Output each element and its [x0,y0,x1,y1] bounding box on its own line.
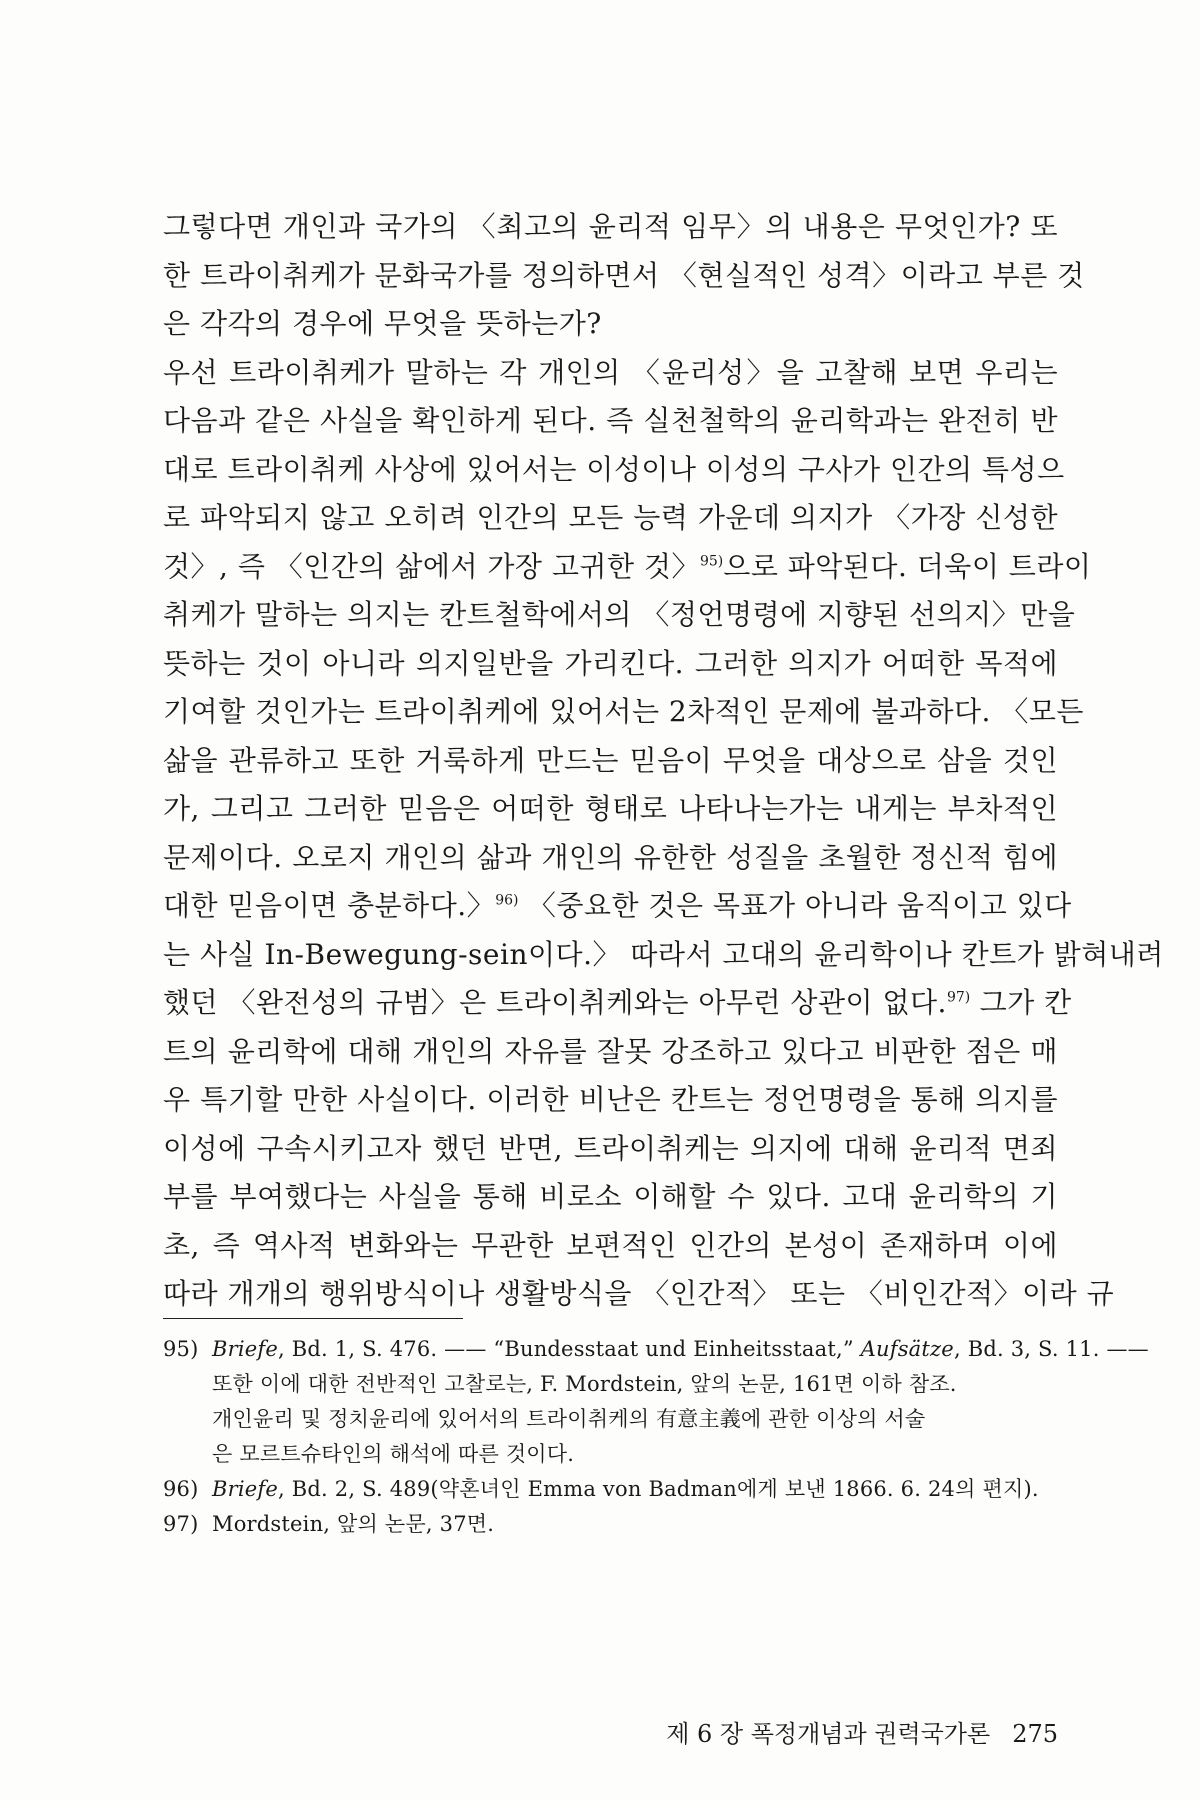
text-line: 우선 트라이취케가 말하는 각 개인의 〈윤리성〉을 고찰해 보면 우리는 [163,355,1058,389]
citation-text: , Bd. 2, S. 489(약혼녀인 Emma von Badman에게 보낸 1866. 6. 24의 편지). [278,1477,1039,1501]
text-line: 삶을 관류하고 또한 거룩하게 만드는 믿음이 무엇을 대상으로 삼을 것인 [163,743,1058,777]
text-line: 초, 즉 역사적 변화와는 무관한 보편적인 인간의 본성이 존재하며 이에 [163,1228,1058,1262]
text-line: 기여할 것인가는 트라이취케에 있어서는 2차적인 문제에 불과하다. 〈모든 [163,695,1084,728]
footnote-marker-96: 96) [495,892,519,909]
text-line: 뜻하는 것이 아니라 의지일반을 가리킨다. 그러한 의지가 어떠한 목적에 [163,646,1058,680]
text-line-segment: 했던 〈완전성의 규범〉은 트라이취케와는 아무런 상관이 없다. [163,986,947,1019]
footnote-marker-97: 97) [946,989,971,1006]
citation-text: , Bd. 1, S. 476. —— “Bundesstaat und Einheitsstaat,” [278,1337,861,1361]
footnotes [163,1332,1149,1542]
text-line [163,979,1072,1028]
text-line: 우 특기할 만한 사실이다. 이러한 비난은 칸트는 정언명령을 통해 의지를 [163,1083,1058,1116]
text-line: 이성에 구속시키고자 했던 반면, 트라이취케는 의지에 대해 윤리적 면죄 [163,1131,1058,1165]
paragraph-2 [163,349,1164,1319]
text-line: 다음과 같은 사실을 확인하게 된다. 즉 실천철학의 윤리학과는 완전히 반 [163,404,1058,437]
paragraph-1 [163,203,1085,349]
footnote-line [163,1332,1149,1367]
footnote-number: 95) [163,1337,199,1361]
text-line-segment: 것〉, 즉 〈인간의 삶에서 가장 고귀한 것〉 [163,549,700,583]
footnote-divider [163,1318,463,1319]
footnote-marker-95: 95) [699,553,724,570]
footnote-line [163,1507,1058,1542]
text-line: 대로 트라이취케 사상에 있어서는 이성이나 이성의 구사가 인간의 특성으 [163,452,1065,486]
citation-text: , Bd. 3, S. 11. —— [953,1337,1149,1361]
footnote-line: 개인윤리 및 정치윤리에 있어서의 트라이취케의 有意主義에 관한 이상의 서술 [212,1407,926,1431]
text-line-segment: 〈중요한 것은 목표가 아니라 움직이고 있다 [518,889,1072,922]
footnote-line: 또한 이에 대한 전반적인 고찰로는, F. Mordstein, 앞의 논문, 161면 이하 참조. [212,1372,957,1396]
footnote-line [163,1472,1058,1507]
citation-title: Briefe [212,1337,279,1361]
footnote-95 [163,1332,1149,1472]
footnote-line: 은 모르트슈타인의 해석에 따른 것이다. [212,1442,575,1466]
text-line: 따라 개개의 행위방식이나 생활방식을 〈인간적〉 또는 〈비인간적〉이라 규 [163,1277,1115,1310]
footnote-number: 96) [163,1477,199,1501]
text-line [163,882,1072,931]
footnote-96 [163,1472,1058,1507]
text-line-segment: 으로 파악된다. 더욱이 트라이 [723,549,1092,583]
text-line: 문제이다. 오로지 개인의 삶과 개인의 유한한 성질을 초월한 정신적 힘에 [163,840,1058,874]
text-line-segment: 대한 믿음이면 충분하다.〉 [163,889,496,922]
citation-text: Mordstein, 앞의 논문, 37면. [212,1512,495,1536]
text-line-segment: 그가 칸 [970,986,1072,1019]
chapter-title: 제 6 장 폭정개념과 권력국가론 [666,1720,991,1748]
citation-title: Briefe [212,1477,279,1501]
footnote-number: 97) [163,1512,199,1536]
citation-title: Aufsätze [860,1337,954,1361]
text-line [163,543,1092,592]
text-line: 는 사실 In-Bewegung-sein이다.〉 따라서 고대의 윤리학이나 칸트가 밝혀내려 [163,937,1164,971]
text-line: 취케가 말하는 의지는 칸트철학에서의 〈정언명령에 지향된 선의지〉만을 [163,598,1076,631]
page-number: 275 [1012,1720,1058,1748]
text-line: 은 각각의 경우에 무엇을 뜻하는가? [163,307,602,340]
text-line: 로 파악되지 않고 오히려 인간의 모든 능력 가운데 의지가 〈가장 신성한 [163,501,1058,534]
text-line: 부를 부여했다는 사실을 통해 비로소 이해할 수 있다. 고대 윤리학의 기 [163,1180,1058,1213]
text-line: 가, 그리고 그러한 믿음은 어떠한 형태로 나타나는가는 내게는 부차적인 [163,792,1058,825]
text-line: 트의 윤리학에 대해 개인의 자유를 잘못 강조하고 있다고 비판한 점은 매 [163,1034,1058,1068]
footnote-97 [163,1507,1058,1542]
main-text [163,203,1164,1319]
running-footer [640,1717,1058,1751]
text-line: 그렇다면 개인과 국가의 〈최고의 윤리적 임무〉의 내용은 무엇인가? 또 [163,210,1058,243]
text-line: 한 트라이취케가 문화국가를 정의하면서 〈현실적인 성격〉이라고 부른 것 [163,258,1085,292]
